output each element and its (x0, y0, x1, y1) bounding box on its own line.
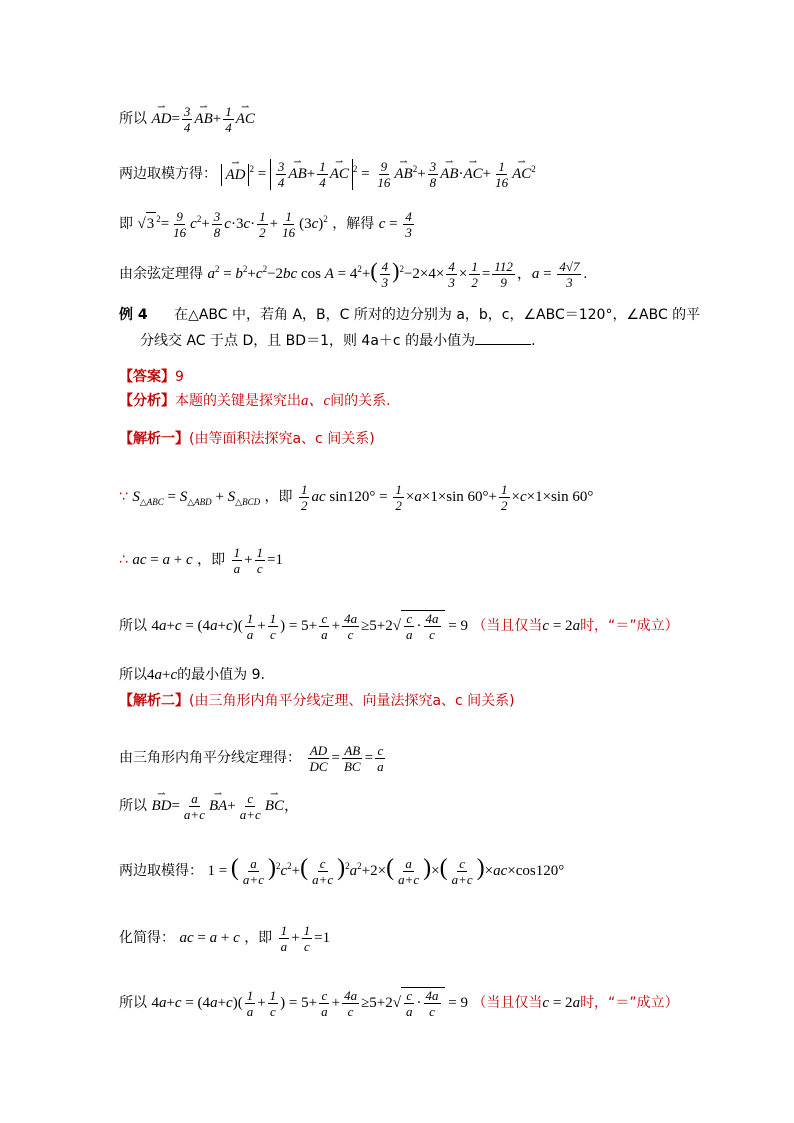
analysis-line: 【分析】本题的关键是探究出a、c间的关系. (119, 393, 391, 409)
eq-solve-c: 即 √3 $^2$= $\frac{9}{16}$ $c^2+$ $\frac{3}{8}$ c·3c· $\frac{1}{2}$ + $\frac{1}{16}$ $(3c)^2$ ，解得 c = $\frac{4}{3}$ (119, 209, 412, 241)
sol1-inequality: 所以 4a+c = (4a+c)( $\frac{1}{a}$ + $\frac{1}{c}$ ) = 5+ $\frac{c}{a}$ + $\frac{4a}{c}$ ≥5+2√ $\frac{c}{a}$ · $\frac{4a}{c}$ = 9 （当且仅当c = 2a时，“＝”成立） (119, 611, 679, 642)
eq-cosine-law: 由余弦定理得 $a^2 = b^2+c^2-2bc$ $\cos A = 4^2+$( $\frac{4}{3}$ )$^2$−2×4× $\frac{4}{3}$ × $\frac{1}{2}$ = $\frac{112}{9}$ ，a = $\frac{4√7}{3}$ . (119, 258, 588, 291)
sol2-bd-vector: 所以 ⇀ BD= $\frac{a}{a+c}$ ⇀ BA+ $\frac{c}{a+c}$ ⇀ BC， (119, 791, 299, 822)
example-4-line2: 分线交 AC 于点 D，且 BD＝1，则 4a＋c 的最小值为 . (140, 333, 536, 349)
sol2-modulus: 两边取模得： 1 = ( $\frac{a}{a+c}$ )$^2c^2+$( $\frac{c}{a+c}$ )$^2a^2+2\times$( $\frac{a}{a+c}$ )×( $\frac{c}{a+c}$ )×ac×cos120° (119, 855, 565, 888)
eq-modulus-squared: 两边取模方得： ⇀ AD $^2$ = $\frac{3}{4}$ ⇀ AB+ $\frac{1}{4}$ ⇀ AC $^2$ = $\frac{9}{16}$ ⇀ $AB^2+$ $\frac{3}{8}$ ⇀ AB·⇀ AC+ $\frac{1}{16}$ ⇀ $AC^2$ (119, 158, 536, 190)
eq-ad-vector: 所以 ⇀ AD= $\frac{3}{4}$ ⇀ AB+ $\frac{1}{4}$ ⇀ AC (119, 104, 255, 135)
example-4-line1: 例 4 在△ABC 中，若角 A，B，C 所对的边分别为 a，b，c，∠ABC＝120°，∠ABC 的平 (119, 307, 701, 323)
sol1-minimum: 所以4a+c的最小值为 9. (119, 667, 265, 683)
sol2-simplify: 化简得： ac = a + c ，即 $\frac{1}{a}$ + $\frac{1}{c}$ =1 (119, 923, 331, 954)
solution-2-header: 【解析二】(由三角形内角平分线定理、向量法探究a、c 间关系) (119, 693, 515, 709)
sol2-inequality: 所以 4a+c = (4a+c)( $\frac{1}{a}$ + $\frac{1}{c}$ ) = 5+ $\frac{c}{a}$ + $\frac{4a}{c}$ ≥5+2√ $\frac{c}{a}$ · $\frac{4a}{c}$ = 9 （当且仅当c = 2a时，“＝”成立） (119, 988, 679, 1019)
solution-1-header: 【解析一】(由等面积法探究a、c 间关系) (119, 431, 375, 447)
answer-line: 【答案】9 (119, 369, 184, 385)
answer-blank (475, 332, 531, 345)
sol1-ac-relation: ∴ ac = a + c ，即 $\frac{1}{a}$ + $\frac{1}{c}$ =1 (119, 545, 283, 576)
sol1-area-equation: ∵ $S_{\triangle ABC} = S_{\triangle ABD} + S_{\triangle BCD}$ ，即 $\frac{1}{2}$ ac sin120° = $\frac{1}{2}$ ×a×1×sin 60°+ $\frac{1}{2}$ ×c×1×sin 60° (119, 482, 594, 513)
sol2-bisector-theorem: 由三角形内角平分线定理得： $\frac{AD}{DC}$ = $\frac{AB}{BC}$ = $\frac{c}{a}$ (119, 743, 384, 774)
